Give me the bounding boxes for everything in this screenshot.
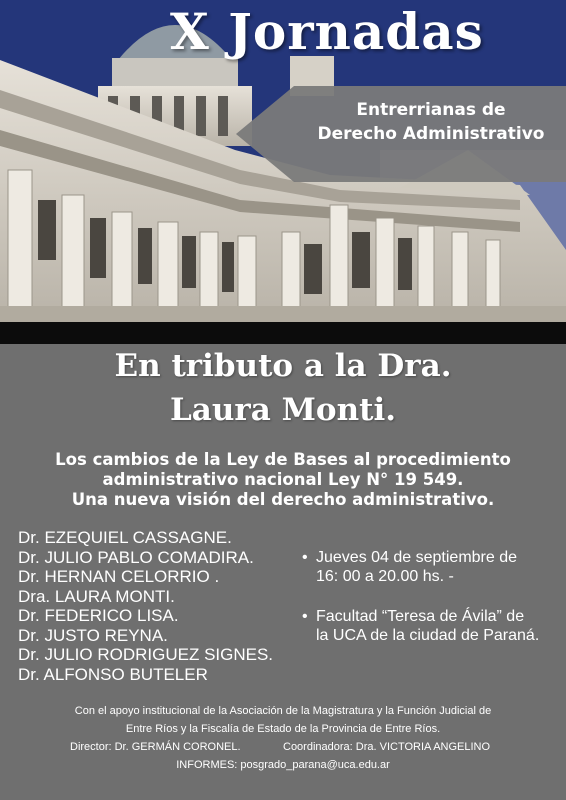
date-line-1: Jueves 04 de septiembre de — [316, 549, 518, 566]
tribute-heading — [0, 344, 566, 432]
topic-line-2: administrativo nacional Ley N° 19 549. — [102, 470, 464, 489]
speaker-item: Dr. HERNAN CELORRIO . — [18, 567, 220, 586]
speaker-item: Dr. FEDERICO LISA. — [18, 606, 179, 625]
speaker-item: Dr. ALFONSO BUTELER — [18, 664, 208, 684]
ribbon-text — [296, 98, 566, 146]
bullet-icon: • — [302, 608, 308, 625]
place-line-2: la UCA de la ciudad de Paraná. — [316, 627, 540, 644]
speakers-list — [18, 528, 273, 684]
bullet-icon: • — [302, 549, 308, 566]
topic-line-3: Una nueva visión del derecho administrativo. — [71, 490, 495, 509]
speaker-item: Dr. JULIO PABLO COMADIRA. — [18, 547, 254, 567]
divider-band — [0, 322, 566, 344]
event-details — [300, 548, 562, 666]
building-photo — [0, 0, 566, 322]
director-text: Director: Dr. GERMÁN CORONEL. — [70, 741, 241, 753]
speaker-item: Dr. JULIO RODRIGUEZ SIGNES. — [18, 645, 274, 664]
speaker-item: Dra. LAURA MONTI. — [18, 586, 175, 606]
event-title: X Jornadas — [170, 2, 484, 61]
contact-info: INFORMES: posgrado_parana@uca.edu.ar — [176, 759, 390, 771]
topic-line-1: Los cambios de la Ley de Bases al procedimiento — [55, 450, 511, 469]
support-line-1: Con el apoyo institucional de la Asociación de la Magistratura y la Función Judicial de — [74, 705, 492, 717]
topic-subtitle — [10, 450, 556, 510]
date-line-2: 16: 00 a 20.00 hs. - — [316, 568, 454, 585]
organizers-row — [0, 738, 566, 756]
ribbon-line-2: Derecho Administrativo — [317, 124, 545, 144]
coordinator-text: Coordinadora: Dra. VICTORIA ANGELINO — [283, 741, 491, 753]
place-line-1: Facultad “Teresa de Ávila” de — [316, 608, 525, 625]
support-line-2: Entre Ríos y la Fiscalía de Estado de la Provincia de Entre Ríos. — [125, 723, 441, 735]
subtitle-ribbon — [236, 86, 566, 182]
tribute-line-1: En tributo a la Dra. — [114, 348, 452, 384]
event-place — [300, 607, 562, 645]
tribute-line-2: Laura Monti. — [169, 392, 397, 428]
speaker-item: Dr. EZEQUIEL CASSAGNE. — [18, 528, 232, 547]
event-date — [300, 548, 562, 586]
speaker-item: Dr. JUSTO REYNA. — [18, 625, 168, 645]
ribbon-line-1: Entrerrianas de — [356, 100, 506, 120]
footer — [0, 702, 566, 774]
